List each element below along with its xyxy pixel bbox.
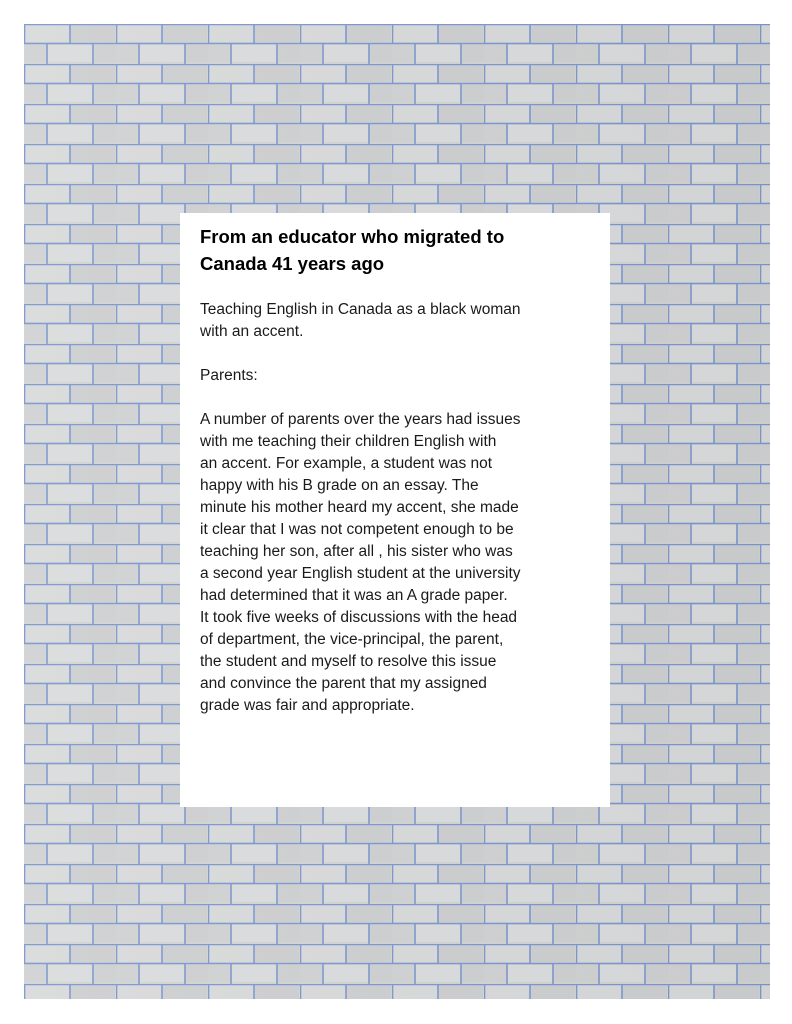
body-line: It took five weeks of discussions with the head (200, 609, 518, 626)
body-line: a second year English student at the university (200, 565, 521, 582)
title-line: From an educator who migrated to (200, 226, 505, 247)
body-line: had determined that it was an A grade paper. (200, 587, 508, 604)
title-line: Canada 41 years ago (200, 253, 385, 274)
body-line: the student and myself to resolve this issue (200, 653, 497, 670)
section-label: Parents: (200, 367, 258, 384)
text-card (180, 213, 610, 807)
intro-paragraph (200, 299, 594, 343)
body-line: A number of parents over the years had issues (200, 411, 521, 428)
body-line: grade was fair and appropriate. (200, 697, 415, 714)
body-paragraph (200, 409, 594, 717)
document-title (200, 223, 594, 277)
body-line: minute his mother heard my accent, she made (200, 499, 519, 516)
body-line: it clear that I was not competent enough to be (200, 521, 514, 538)
body-line: an accent. For example, a student was not (200, 455, 493, 472)
intro-line: with an accent. (200, 323, 304, 340)
body-line: teaching her son, after all , his sister who was (200, 543, 513, 560)
body-line: and convince the parent that my assigned (200, 675, 487, 692)
body-line: with me teaching their children English with (200, 433, 497, 450)
body-line: of department, the vice-principal, the parent, (200, 631, 504, 648)
body-line: happy with his B grade on an essay. The (200, 477, 479, 494)
intro-line: Teaching English in Canada as a black woman (200, 301, 521, 318)
